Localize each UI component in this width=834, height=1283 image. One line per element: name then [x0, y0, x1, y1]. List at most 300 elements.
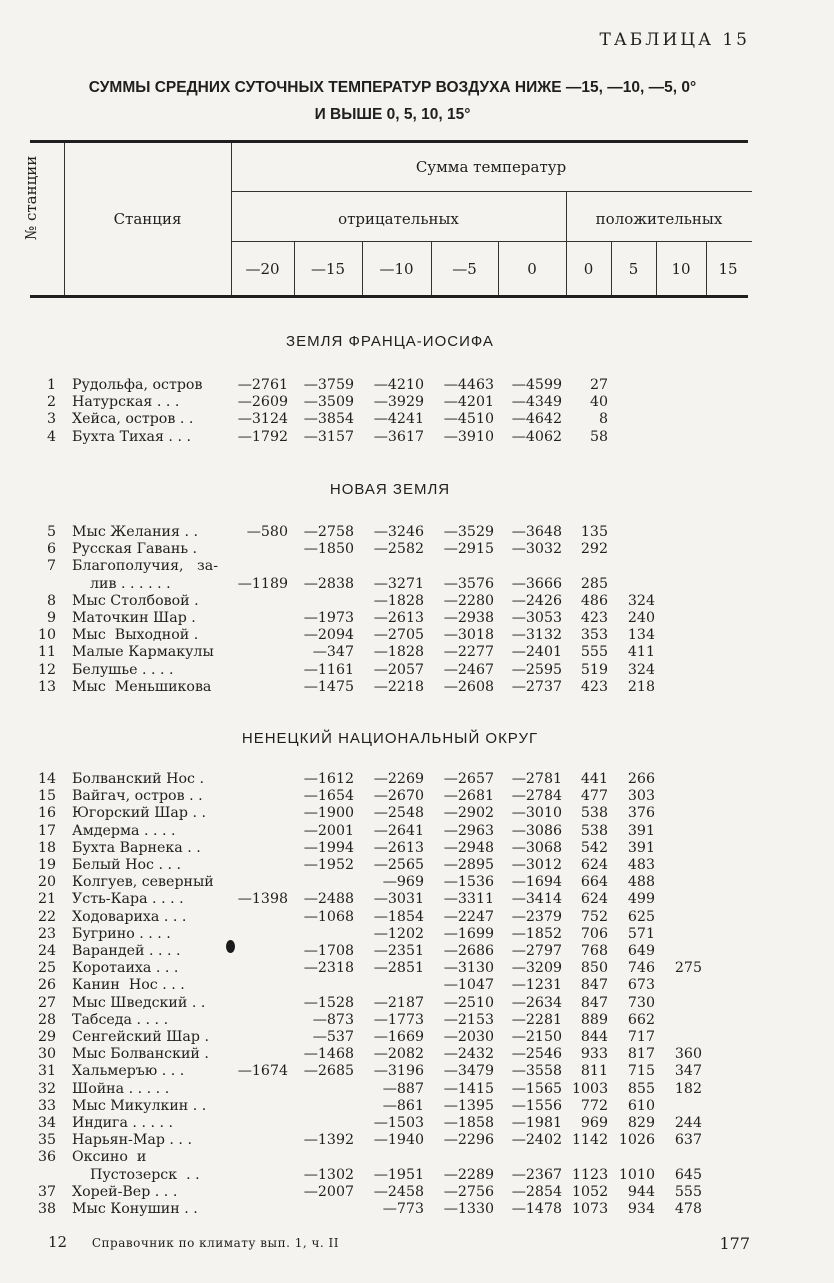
value-cell: —2001 [303, 822, 354, 839]
station-name: Хальмеръю . . . [72, 1063, 185, 1080]
value-cell: —2467 [443, 661, 494, 678]
station-name: Бухта Варнека . . [72, 839, 201, 856]
value-cell: —1161 [303, 661, 354, 678]
value-cell: 411 [627, 644, 655, 661]
value-cell: —1556 [511, 1097, 562, 1114]
station-name: Натурская . . . [72, 394, 180, 411]
threshold-label: —5 [452, 260, 477, 278]
value-cell: —3086 [511, 822, 562, 839]
value-cell: —3929 [373, 394, 424, 411]
value-cell: —1850 [303, 541, 354, 558]
station-number: 6 [46, 541, 56, 558]
value-cell: —2150 [511, 1029, 562, 1045]
header-station: Станция [113, 210, 182, 228]
value-cell: 637 [674, 1132, 702, 1149]
value-cell: —773 [382, 1201, 424, 1217]
station-name: Рудольфа, остров [72, 377, 203, 393]
value-cell: —1973 [303, 610, 354, 626]
value-cell: —3648 [511, 524, 562, 540]
value-cell: —1858 [443, 1115, 494, 1131]
value-cell: —3010 [511, 805, 562, 822]
value-cell: —1565 [511, 1080, 562, 1097]
title-line-1: СУММЫ СРЕДНИХ СУТОЧНЫХ ТЕМПЕРАТУР ВОЗДУХА НИЖЕ —15, —10, —5, 0° [88, 79, 697, 96]
value-cell: —1900 [303, 805, 354, 822]
station-name: Мыс Меньшикова [72, 678, 212, 695]
value-cell: —2218 [373, 678, 424, 695]
station-number: 34 [37, 1115, 56, 1131]
value-cell: 772 [580, 1097, 608, 1114]
station-number: 36 [37, 1149, 56, 1166]
value-cell: 324 [627, 592, 655, 609]
value-cell: —4510 [443, 411, 494, 428]
value-cell: —4599 [511, 377, 562, 393]
station-number: 27 [37, 994, 56, 1011]
value-cell: —2685 [303, 1063, 354, 1080]
value-cell: —4062 [511, 428, 562, 445]
value-cell: —2781 [511, 771, 562, 787]
station-number: 28 [37, 1011, 56, 1028]
page-number: 177 [719, 1234, 750, 1253]
value-cell: —537 [312, 1029, 354, 1045]
station-name: Мыс Столбовой . [72, 592, 199, 609]
station-number: 30 [37, 1046, 56, 1063]
value-cell: —1395 [443, 1097, 494, 1114]
value-cell: —4210 [373, 377, 424, 393]
station-number: 32 [37, 1080, 56, 1097]
value-cell: —1330 [443, 1201, 494, 1217]
value-cell: 969 [580, 1115, 608, 1131]
station-name: Табседа . . . . [72, 1011, 169, 1028]
value-cell: —1708 [303, 943, 354, 959]
station-number: 25 [37, 960, 56, 977]
value-cell: 664 [580, 874, 608, 891]
threshold-label: —10 [379, 260, 414, 278]
value-cell: 1003 [572, 1080, 609, 1097]
station-name: Пустозерск . . [72, 1166, 200, 1183]
value-cell: 218 [627, 678, 655, 695]
value-cell: —2281 [511, 1011, 562, 1028]
value-cell: —1503 [373, 1115, 424, 1131]
divider [566, 192, 567, 295]
value-cell: 706 [580, 925, 608, 942]
value-cell: —2670 [373, 788, 424, 805]
station-name: Варандей . . . . [72, 943, 181, 959]
value-cell: —1940 [373, 1132, 424, 1149]
value-cell: 8 [598, 411, 608, 428]
value-cell: 486 [580, 592, 608, 609]
footer-left [48, 1233, 339, 1251]
header-bottom-rule [30, 295, 748, 298]
value-cell: —3124 [237, 411, 288, 428]
station-number: 31 [37, 1063, 56, 1080]
value-cell: 275 [674, 960, 702, 977]
value-cell: —1612 [303, 771, 354, 787]
value-cell: —2902 [443, 805, 494, 822]
threshold-label: 15 [718, 260, 738, 278]
value-cell: 933 [580, 1046, 608, 1063]
value-cell: —1478 [511, 1201, 562, 1217]
section-title: ЗЕМЛЯ ФРАНЦА-ИОСИФА [286, 333, 494, 350]
threshold-label: 5 [628, 260, 639, 278]
station-name: Усть-Кара . . . . [72, 891, 184, 908]
value-cell: —1828 [373, 592, 424, 609]
title-line-2: И ВЫШЕ 0, 5, 10, 15° [314, 106, 471, 123]
value-cell: 625 [627, 908, 655, 925]
value-cell: 768 [580, 943, 608, 959]
value-cell: 1123 [572, 1166, 609, 1183]
value-cell: 285 [580, 575, 608, 592]
value-cell: —1694 [511, 874, 562, 891]
value-cell: —2895 [443, 857, 494, 873]
station-number: 35 [37, 1132, 56, 1149]
value-cell: 645 [674, 1166, 702, 1183]
value-cell: 182 [674, 1080, 702, 1097]
value-cell: 746 [627, 960, 655, 977]
value-cell: —2187 [373, 994, 424, 1011]
station-number: 29 [37, 1029, 56, 1045]
section-title: НЕНЕЦКИЙ НАЦИОНАЛЬНЫЙ ОКРУГ [241, 730, 539, 747]
value-cell: 483 [627, 857, 655, 873]
station-name: Мыс Шведский . . [72, 994, 206, 1011]
station-name: Шойна . . . . . [72, 1080, 170, 1097]
value-cell: —2854 [511, 1183, 562, 1200]
header-positive: положительных [595, 210, 723, 228]
value-cell: 1026 [618, 1132, 655, 1149]
station-number: 17 [37, 822, 56, 839]
value-cell: —2938 [443, 610, 494, 626]
value-cell: —1981 [511, 1115, 562, 1131]
value-cell: 58 [589, 428, 608, 445]
value-cell: —3018 [443, 627, 494, 644]
threshold-label: 0 [583, 260, 594, 278]
value-cell: —2401 [511, 644, 562, 661]
value-cell: —3910 [443, 428, 494, 445]
value-cell: —3068 [511, 839, 562, 856]
value-cell: —2082 [373, 1046, 424, 1063]
value-cell: —1773 [373, 1011, 424, 1028]
value-cell: 571 [627, 925, 655, 942]
value-cell: —2379 [511, 908, 562, 925]
value-cell: —2094 [303, 627, 354, 644]
value-cell: —2609 [237, 394, 288, 411]
threshold-label: —15 [310, 260, 346, 278]
value-cell: —1854 [373, 908, 424, 925]
value-cell: —3271 [373, 575, 424, 592]
value-cell: —873 [312, 1011, 354, 1028]
value-cell: —1398 [237, 891, 288, 908]
value-cell: —1528 [303, 994, 354, 1011]
value-cell: —2737 [511, 678, 562, 695]
value-cell: —4241 [373, 411, 424, 428]
station-number: 33 [37, 1097, 56, 1114]
value-cell: 292 [580, 541, 608, 558]
value-cell: —2758 [303, 524, 354, 540]
value-cell: —2613 [373, 839, 424, 856]
value-cell: —3529 [443, 524, 494, 540]
station-name: Колгуев, северный [72, 874, 214, 891]
station-number: 7 [46, 558, 56, 575]
header-sum: Сумма температур [415, 158, 567, 176]
station-name: Бухта Тихая . . . [72, 428, 191, 445]
value-cell: 889 [580, 1011, 608, 1028]
value-cell: —969 [382, 874, 424, 891]
value-cell: 538 [580, 805, 608, 822]
value-cell: —1994 [303, 839, 354, 856]
value-cell: —3311 [443, 891, 494, 908]
station-number: 21 [37, 891, 56, 908]
value-cell: —3479 [443, 1063, 494, 1080]
value-cell: —2546 [511, 1046, 562, 1063]
table-label: ТАБЛИЦА 15 [599, 30, 750, 50]
station-name: Бугрино . . . . [72, 925, 171, 942]
station-name: Индига . . . . . [72, 1115, 174, 1131]
value-cell: —3666 [511, 575, 562, 592]
value-cell: —2634 [511, 994, 562, 1011]
value-cell: —3130 [443, 960, 494, 977]
station-number: 20 [37, 874, 56, 891]
value-cell: 360 [674, 1046, 702, 1063]
station-name: Русская Гавань . [72, 541, 198, 558]
value-cell: 303 [627, 788, 655, 805]
station-name: Белый Нос . . . [72, 857, 182, 873]
header-top-rule [30, 140, 748, 143]
value-cell: 135 [580, 524, 608, 540]
value-cell: —2432 [443, 1046, 494, 1063]
value-cell: —3196 [373, 1063, 424, 1080]
value-cell: 624 [580, 891, 608, 908]
value-cell: —3854 [303, 411, 354, 428]
value-cell: —2565 [373, 857, 424, 873]
value-cell: —1674 [237, 1063, 288, 1080]
value-cell: —2686 [443, 943, 494, 959]
value-cell: —861 [382, 1097, 424, 1114]
value-cell: —2402 [511, 1132, 562, 1149]
value-cell: —887 [382, 1080, 424, 1097]
station-name: лив . . . . . . [72, 575, 171, 592]
value-cell: 478 [674, 1201, 702, 1217]
station-number: 22 [37, 908, 56, 925]
value-cell: —2608 [443, 678, 494, 695]
value-cell: 662 [627, 1011, 655, 1028]
value-cell: 441 [580, 771, 608, 787]
value-cell: —1231 [511, 977, 562, 994]
value-cell: —2280 [443, 592, 494, 609]
divider [231, 191, 752, 192]
station-number: 19 [37, 857, 56, 873]
value-cell: —1951 [373, 1166, 424, 1183]
value-cell: —4201 [443, 394, 494, 411]
value-cell: —1828 [373, 644, 424, 661]
station-number: 10 [37, 627, 56, 644]
station-name: Нарьян-Мар . . . [72, 1132, 192, 1149]
station-name: Мыс Выходной . [72, 627, 199, 644]
value-cell: —1536 [443, 874, 494, 891]
value-cell: 1052 [572, 1183, 609, 1200]
value-cell: 673 [627, 977, 655, 994]
table-title [30, 74, 755, 128]
station-number: 1 [46, 377, 56, 393]
value-cell: —4349 [511, 394, 562, 411]
station-name: Сенгейский Шар . [72, 1029, 209, 1045]
value-cell: —1068 [303, 908, 354, 925]
value-cell: 847 [580, 994, 608, 1011]
value-cell: —3759 [303, 377, 354, 393]
value-cell: —1475 [303, 678, 354, 695]
station-number: 3 [46, 411, 56, 428]
header-negative: отрицательных [338, 210, 459, 228]
value-cell: —1189 [237, 575, 288, 592]
station-name: Амдерма . . . . [72, 822, 176, 839]
value-cell: 855 [627, 1080, 655, 1097]
value-cell: 134 [627, 627, 655, 644]
station-name: Хейса, остров . . [72, 411, 194, 428]
value-cell: 811 [580, 1063, 608, 1080]
value-cell: —1852 [511, 925, 562, 942]
value-cell: —3617 [373, 428, 424, 445]
station-number: 11 [37, 644, 56, 661]
value-cell: 391 [627, 822, 655, 839]
value-cell: 847 [580, 977, 608, 994]
value-cell: —347 [312, 644, 354, 661]
value-cell: 829 [627, 1115, 655, 1131]
value-cell: —2277 [443, 644, 494, 661]
station-name: Ходовариха . . . [72, 908, 187, 925]
value-cell: —3031 [373, 891, 424, 908]
value-cell: —3053 [511, 610, 562, 626]
value-cell: —2784 [511, 788, 562, 805]
station-name: Канин Нос . . . [72, 977, 185, 994]
value-cell: —2595 [511, 661, 562, 678]
station-number: 38 [37, 1201, 56, 1217]
value-cell: 817 [627, 1046, 655, 1063]
value-cell: 610 [627, 1097, 655, 1114]
value-cell: —2548 [373, 805, 424, 822]
value-cell: —3576 [443, 575, 494, 592]
value-cell: —2705 [373, 627, 424, 644]
station-number: 9 [46, 610, 56, 626]
value-cell: —2582 [373, 541, 424, 558]
value-cell: —2761 [237, 377, 288, 393]
footer-sheet-number: 12 [48, 1233, 68, 1251]
value-cell: 542 [580, 839, 608, 856]
value-cell: 376 [627, 805, 655, 822]
value-cell: —1669 [373, 1029, 424, 1045]
value-cell: —1202 [373, 925, 424, 942]
value-cell: 519 [580, 661, 608, 678]
threshold-label: 0 [527, 260, 537, 278]
value-cell: —2915 [443, 541, 494, 558]
value-cell: 391 [627, 839, 655, 856]
value-cell: 488 [627, 874, 655, 891]
station-number: 16 [37, 805, 56, 822]
section-title: НОВАЯ ЗЕМЛЯ [329, 481, 451, 498]
station-name: Малые Кармакулы [72, 644, 214, 661]
value-cell: —2797 [511, 943, 562, 959]
value-cell: 555 [674, 1183, 702, 1200]
station-name: Благополучия, за- [72, 558, 219, 575]
header-number: № станции [22, 155, 40, 240]
value-cell: 1073 [572, 1201, 609, 1217]
value-cell: —2289 [443, 1166, 494, 1183]
station-number: 23 [37, 925, 56, 942]
footer-source: Справочник по климату вып. 1, ч. II [91, 1236, 340, 1250]
value-cell: 752 [580, 908, 608, 925]
station-number: 4 [46, 428, 56, 445]
value-cell: —1392 [303, 1132, 354, 1149]
value-cell: —2948 [443, 839, 494, 856]
value-cell: —2007 [303, 1183, 354, 1200]
value-cell: —3558 [511, 1063, 562, 1080]
value-cell: —3157 [303, 428, 354, 445]
threshold-label: 10 [671, 260, 691, 278]
value-cell: —2838 [303, 575, 354, 592]
value-cell: —3032 [511, 541, 562, 558]
value-cell: 1010 [618, 1166, 655, 1183]
station-name: Югорский Шар . . [72, 805, 206, 822]
value-cell: —2641 [373, 822, 424, 839]
value-cell: —3414 [511, 891, 562, 908]
value-cell: —2488 [303, 891, 354, 908]
station-name: Коротаиха . . . [72, 960, 179, 977]
value-cell: —2269 [373, 771, 424, 787]
value-cell: 477 [580, 788, 608, 805]
value-cell: 555 [580, 644, 608, 661]
divider [231, 241, 752, 242]
value-cell: 27 [589, 377, 608, 393]
station-number: 26 [37, 977, 56, 994]
value-cell: —1952 [303, 857, 354, 873]
station-number: 37 [37, 1183, 56, 1200]
station-number: 14 [37, 771, 56, 787]
value-cell: —1302 [303, 1166, 354, 1183]
value-cell: 347 [674, 1063, 702, 1080]
table-header [22, 140, 748, 298]
value-cell: —2657 [443, 771, 494, 787]
station-number: 18 [37, 839, 56, 856]
station-name: Маточкин Шар . [72, 610, 196, 626]
value-cell: —3246 [373, 524, 424, 540]
value-cell: 499 [627, 891, 655, 908]
value-cell: —2030 [443, 1029, 494, 1045]
value-cell: 266 [627, 771, 655, 787]
value-cell: —2367 [511, 1166, 562, 1183]
value-cell: 240 [627, 610, 655, 626]
value-cell: —580 [246, 524, 288, 540]
station-name: Мыс Болванский . [72, 1046, 209, 1063]
value-cell: —3209 [511, 960, 562, 977]
station-name: Оксино и [72, 1149, 147, 1166]
value-cell: —3509 [303, 394, 354, 411]
station-number: 15 [37, 788, 56, 805]
value-cell: 649 [627, 943, 655, 959]
station-name: Болванский Нос . [72, 771, 204, 787]
value-cell: —1047 [443, 977, 494, 994]
value-cell: 624 [580, 857, 608, 873]
station-name: Хорей-Вер . . . [72, 1183, 178, 1200]
value-cell: —2756 [443, 1183, 494, 1200]
value-cell: —1654 [303, 788, 354, 805]
station-number: 24 [37, 943, 56, 959]
value-cell: 423 [580, 610, 608, 626]
station-name: Белушье . . . . [72, 661, 174, 678]
value-cell: —2296 [443, 1132, 494, 1149]
value-cell: 244 [674, 1115, 702, 1131]
value-cell: 715 [627, 1063, 655, 1080]
value-cell: 717 [627, 1029, 655, 1045]
value-cell: —2057 [373, 661, 424, 678]
station-number: 8 [46, 592, 56, 609]
value-cell: —1699 [443, 925, 494, 942]
